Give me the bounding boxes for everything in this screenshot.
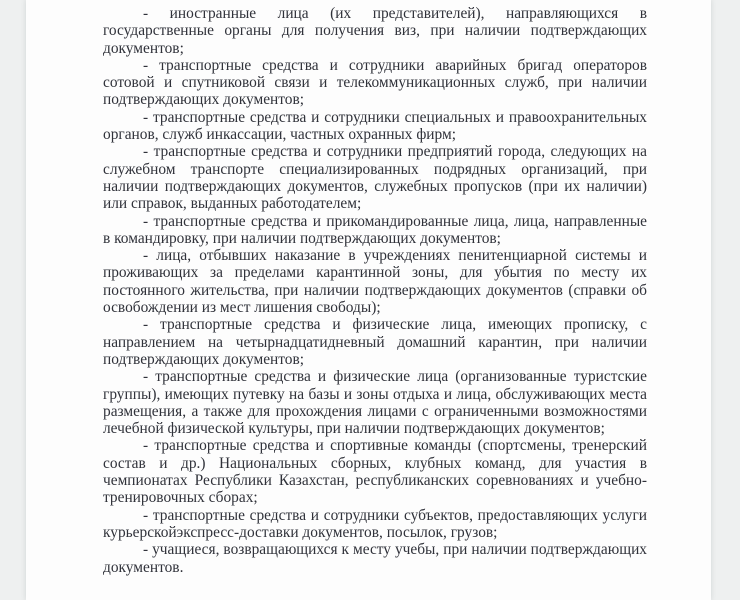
paragraph: - лица, отбывших наказание в учреждениях пенитенциарной системы и проживающих за пределами карантинной зоны, для убытия по месту их постоянного жительства, при наличии подтверждающих документов (справки об освобождении из мест лишения свободы); [103, 247, 647, 317]
paragraph: - транспортные средства и сотрудники субъектов, предоставляющих услуги курьерскойэкспресс-доставки документов, посылок, грузов; [103, 506, 647, 541]
paragraph: - транспортные средства и сотрудники аварийных бригад операторов сотовой и спутниковой связи и телекоммуникационных служб, при наличии подтверждающих документов; [103, 56, 647, 109]
paragraph: - транспортные средства и сотрудники предприятий города, следующих на служебном транспорте специализированных подрядных организаций, при наличии подтверждающих документов, служебных пропусков (при их наличии) или справок, выданных работодателем; [103, 143, 647, 213]
document-text [26, 0, 711, 576]
paragraph: - транспортные средства и спортивные команды (спортсмены, тренерский состав и др.) Национальных сборных, клубных команд, для участия в чемпионатах Республики Казахстан, республиканских соревнованиях и учебно-тренировочных сборах; [103, 437, 647, 507]
paragraph: - транспортные средства и сотрудники специальных и правоохранительных органов, служб инкассации, частных охранных фирм; [103, 108, 647, 144]
document-page [26, 0, 711, 600]
paragraph: - транспортные средства и физические лица (организованные туристские группы), имеющих путевку на базы и зоны отдыха и лица, обслуживающих места размещения, а также для прохождения лицами с ограниченными возможностями лечебной физической культуры, при наличии подтверждающих документов; [103, 368, 647, 438]
paragraph: - транспортные средства и физические лица, имеющих прописку, с направлением на четырнадцатидневный домашний карантин, при наличии подтверждающих документов; [103, 316, 647, 368]
paragraph: - транспортные средства и прикомандированные лица, лица, направленные в командировку, при наличии подтверждающих документов; [103, 212, 647, 247]
paragraph: - учащиеся, возвращающихся к месту учебы, при наличии подтверждающих документов. [103, 541, 647, 576]
paragraph: - иностранные лица (их представителей), направляющихся в государственные органы для получения виз, при наличии подтверждающих документов; [103, 5, 647, 57]
